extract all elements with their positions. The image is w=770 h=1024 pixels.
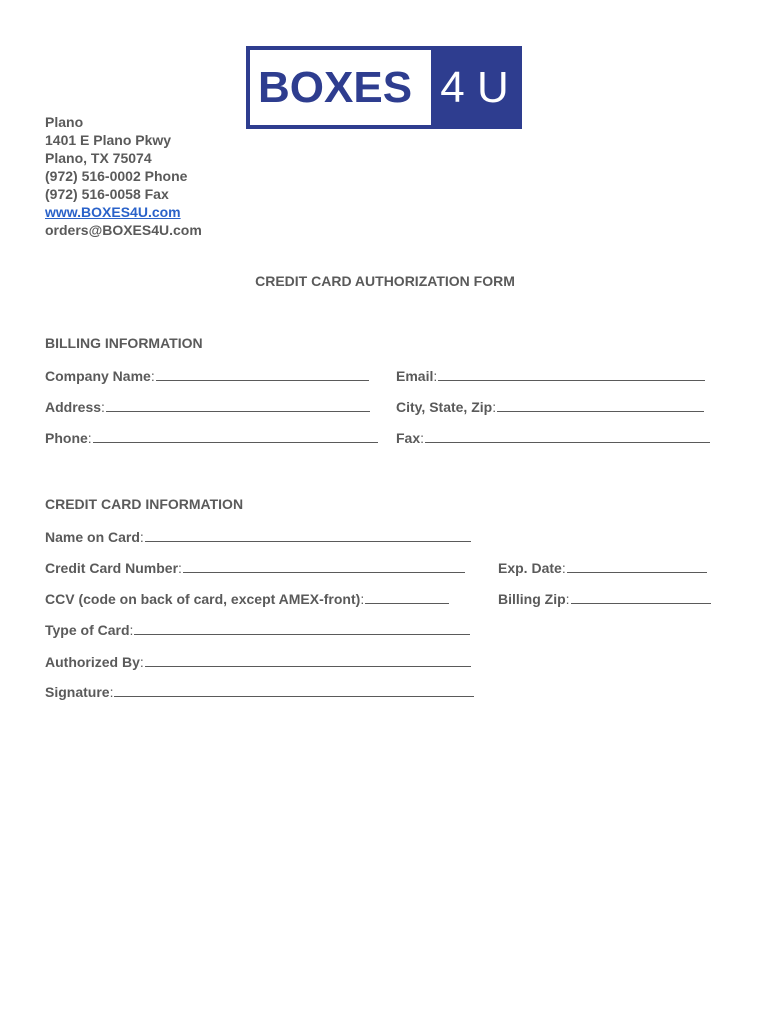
fax-blank[interactable] (425, 428, 710, 443)
ccv-field[interactable] (45, 589, 449, 607)
colon: : (139, 654, 144, 670)
boxes4u-logo (246, 46, 522, 129)
address-email: orders@BOXES4U.com (45, 222, 202, 238)
email-field[interactable] (396, 366, 705, 384)
colon: : (139, 529, 144, 545)
logo-text-4u: 4 U (431, 50, 518, 125)
address-street: 1401 E Plano Pkwy (45, 132, 172, 148)
colon: : (101, 399, 105, 415)
colon: : (433, 368, 438, 384)
website-link[interactable]: www.BOXES4U.com (45, 204, 181, 220)
colon: : (150, 368, 155, 384)
email-label: Email (396, 368, 434, 384)
authorized-by-label: Authorized By (45, 654, 140, 670)
fax-field[interactable] (396, 428, 710, 446)
colon: : (360, 591, 365, 607)
company-name-label: Company Name (45, 368, 151, 384)
card-number-label: Credit Card Number (45, 560, 179, 576)
type-of-card-label: Type of Card (45, 622, 130, 638)
phone-field[interactable] (45, 428, 378, 446)
exp-date-blank[interactable] (567, 558, 707, 573)
colon: : (420, 430, 425, 446)
colon: : (129, 622, 134, 638)
colon: : (561, 560, 566, 576)
exp-date-label: Exp. Date (498, 560, 562, 576)
ccv-label: CCV (code on back of card, except AMEX-front) (45, 591, 361, 607)
signature-label: Signature (45, 684, 110, 700)
billing-section-title: BILLING INFORMATION (45, 335, 203, 351)
colon: : (492, 399, 497, 415)
exp-date-field[interactable] (498, 558, 707, 576)
colon: : (87, 430, 92, 446)
authorized-by-blank[interactable] (145, 652, 471, 667)
colon: : (178, 560, 182, 576)
billing-zip-blank[interactable] (571, 589, 711, 604)
card-number-blank[interactable] (183, 558, 465, 573)
name-on-card-field[interactable] (45, 527, 471, 545)
address-fax: (972) 516-0058 Fax (45, 186, 169, 202)
colon: : (109, 684, 114, 700)
address-field[interactable] (45, 397, 370, 415)
type-of-card-blank[interactable] (134, 620, 470, 635)
logo-text-boxes: BOXES (258, 63, 413, 112)
address-phone: (972) 516-0002 Phone (45, 168, 188, 184)
ccv-blank[interactable] (365, 589, 449, 604)
phone-label: Phone (45, 430, 88, 446)
type-of-card-field[interactable] (45, 620, 470, 638)
authorized-by-field[interactable] (45, 652, 471, 670)
email-blank[interactable] (438, 366, 705, 381)
company-name-field[interactable] (45, 366, 369, 384)
phone-blank[interactable] (93, 428, 378, 443)
billing-zip-label: Billing Zip (498, 591, 566, 607)
form-title: CREDIT CARD AUTHORIZATION FORM (255, 273, 515, 289)
address-label: Address (45, 399, 102, 415)
colon: : (565, 591, 570, 607)
address-city-name: Plano (45, 114, 84, 130)
city-state-zip-blank[interactable] (497, 397, 704, 412)
company-name-blank[interactable] (156, 366, 369, 381)
fax-label: Fax (396, 430, 421, 446)
signature-field[interactable] (45, 682, 474, 700)
name-on-card-blank[interactable] (145, 527, 471, 542)
billing-zip-field[interactable] (498, 589, 711, 607)
card-section-title: CREDIT CARD INFORMATION (45, 496, 244, 512)
city-state-zip-field[interactable] (396, 397, 704, 415)
address-city-state-zip: Plano, TX 75074 (45, 150, 152, 166)
address-blank[interactable] (106, 397, 370, 412)
city-state-zip-label: City, State, Zip (396, 399, 493, 415)
signature-blank[interactable] (114, 682, 474, 697)
card-number-field[interactable] (45, 558, 465, 576)
name-on-card-label: Name on Card (45, 529, 140, 545)
company-address-block (45, 113, 202, 239)
